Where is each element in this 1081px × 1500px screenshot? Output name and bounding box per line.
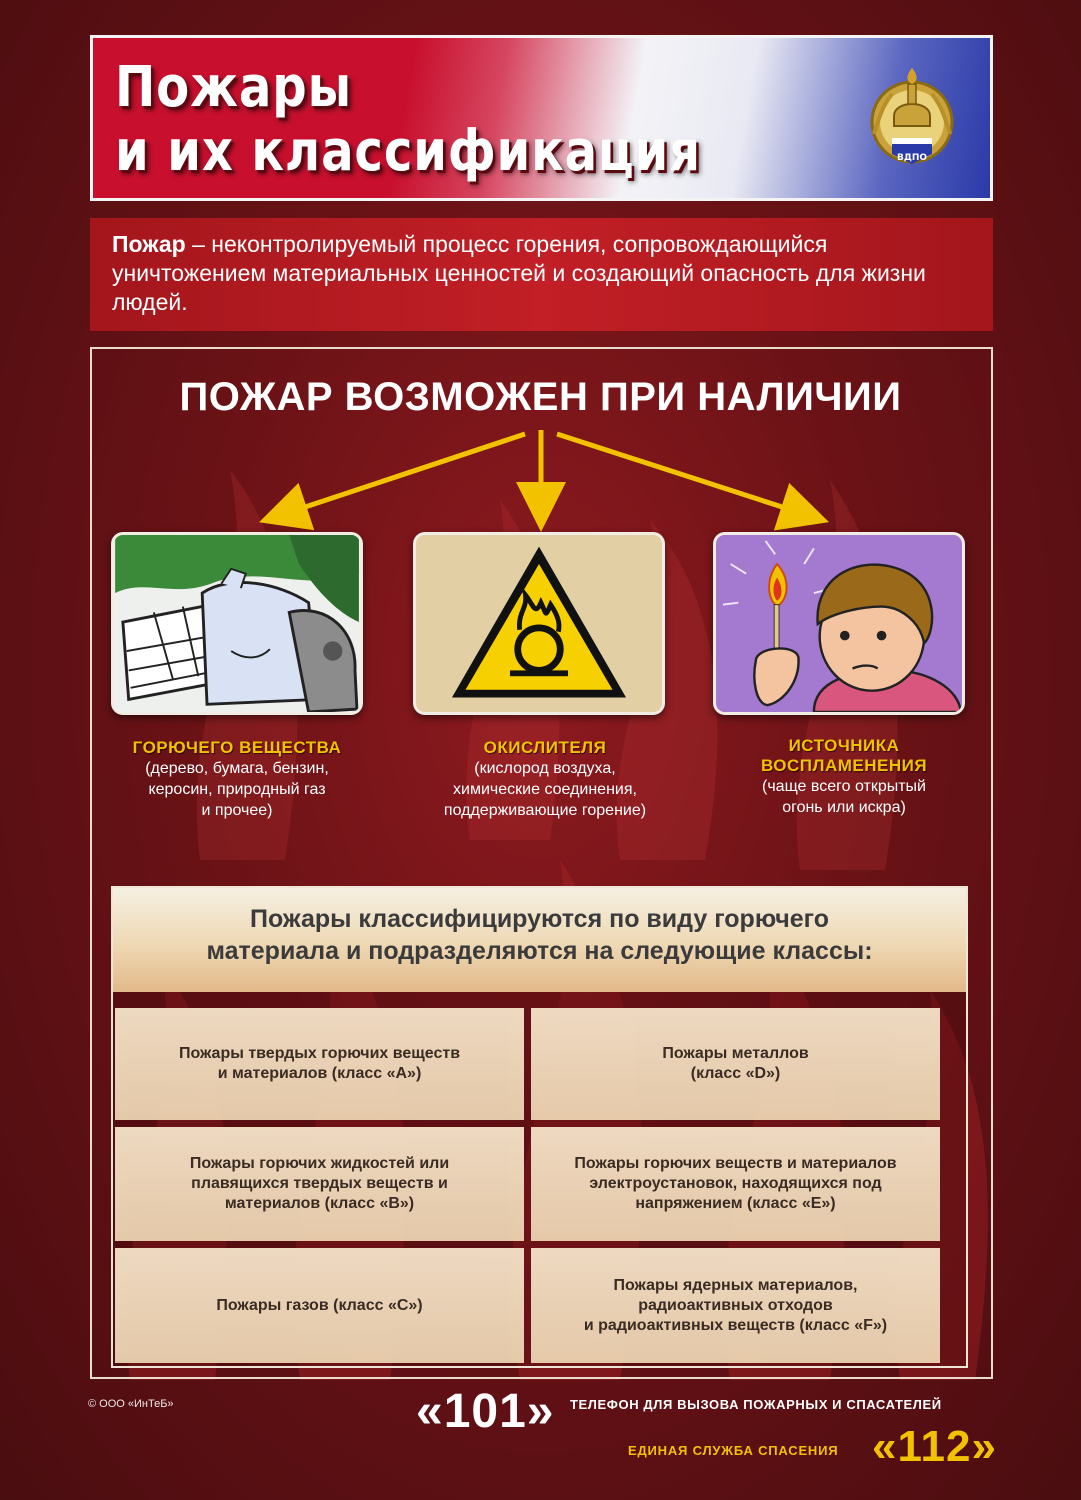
oxidizer-card [413, 532, 665, 715]
class-text-line: Пожары горючих жидкостей или [189, 1155, 450, 1172]
class-a-cell [115, 1008, 524, 1120]
copyright: © ООО «ИнТеБ» [88, 1398, 174, 1410]
class-d-cell [531, 1008, 940, 1120]
phone-112-caption: ЕДИНАЯ СЛУЖБА СПАСЕНИЯ [628, 1443, 839, 1458]
condition-desc-line: огонь или искра) [782, 799, 906, 816]
condition-desc-line: поддерживающие горение) [443, 802, 647, 819]
class-b-cell [115, 1127, 524, 1241]
title-line-2: и их классификация [115, 119, 701, 184]
class-e-cell [531, 1127, 940, 1241]
condition-oxidizer [395, 738, 695, 821]
condition-combustible [87, 738, 387, 821]
conditions-heading: ПОЖАР ВОЗМОЖЕН ПРИ НАЛИЧИИ [179, 375, 902, 419]
class-f-cell [531, 1248, 940, 1363]
vdpo-emblem-icon [864, 64, 960, 174]
child-with-match-icon [716, 535, 962, 712]
condition-desc-line: (дерево, бумага, бензин, [145, 760, 329, 777]
definition-term: Пожар [112, 231, 186, 257]
class-text-line: Пожары твердых горючих веществ [178, 1045, 461, 1062]
condition-title: ВОСПЛАМЕНЕНИЯ [760, 756, 928, 775]
condition-title: ИСТОЧНИКА [788, 736, 900, 755]
phone-101: «101» [416, 1385, 555, 1438]
class-text-line: Пожары газов (класс «С») [216, 1296, 423, 1314]
class-text-line: Пожары ядерных материалов, [613, 1276, 858, 1294]
classification-heading-line: материала и подразделяются на следующие классы: [206, 937, 873, 965]
class-c-cell [115, 1248, 524, 1363]
class-text-line: Пожары горючих веществ и материалов [574, 1155, 897, 1172]
condition-desc-line: химические соединения, [453, 781, 637, 798]
condition-title: ГОРЮЧЕГО ВЕЩЕСТВА [132, 738, 342, 757]
classification-heading [113, 903, 966, 967]
emblem-text: ВДПО [896, 153, 928, 163]
class-text-line: напряжением (класс «Е») [635, 1195, 836, 1212]
phone-101-caption: ТЕЛЕФОН ДЛЯ ВЫЗОВА ПОЖАРНЫХ И СПАСАТЕЛЕЙ [570, 1397, 942, 1412]
trash-papers-icon [114, 535, 360, 712]
condition-title: ОКИСЛИТЕЛЯ [483, 738, 607, 757]
class-text-line: Пожары металлов [662, 1045, 809, 1062]
class-text-line: радиоактивных отходов [638, 1296, 833, 1314]
condition-desc-line: и прочее) [201, 802, 273, 819]
definition-text: – неконтролируемый процесс горения, сопровождающийся уничтожением материальных ценностей и создающий опасность для жизни людей. [112, 231, 926, 315]
oxidizer-warning-icon [416, 535, 662, 712]
classification-heading-line: Пожары классифицируются по виду горючего [250, 905, 829, 933]
combustible-card [111, 532, 363, 715]
class-text-line: электроустановок, находящихся под [589, 1175, 882, 1192]
phone-112: «112» [872, 1422, 997, 1471]
page-title [115, 56, 701, 184]
class-text-line: и радиоактивных веществ (класс «F») [583, 1316, 888, 1334]
class-text-line: (класс «D») [690, 1065, 781, 1082]
condition-ignition [694, 736, 994, 818]
class-text-line: и материалов (класс «А») [217, 1065, 422, 1082]
ignition-card [713, 532, 965, 715]
condition-desc-line: керосин, природный газ [148, 781, 326, 798]
condition-desc-line: (кислород воздуха, [474, 760, 616, 777]
title-line-1: Пожары [115, 55, 353, 120]
header-banner [90, 35, 993, 201]
class-text-line: материалов (класс «В») [224, 1195, 415, 1212]
condition-desc-line: (чаще всего открытый [762, 778, 926, 795]
class-text-line: плавящихся твердых веществ и [191, 1175, 448, 1192]
definition-band [90, 218, 993, 331]
